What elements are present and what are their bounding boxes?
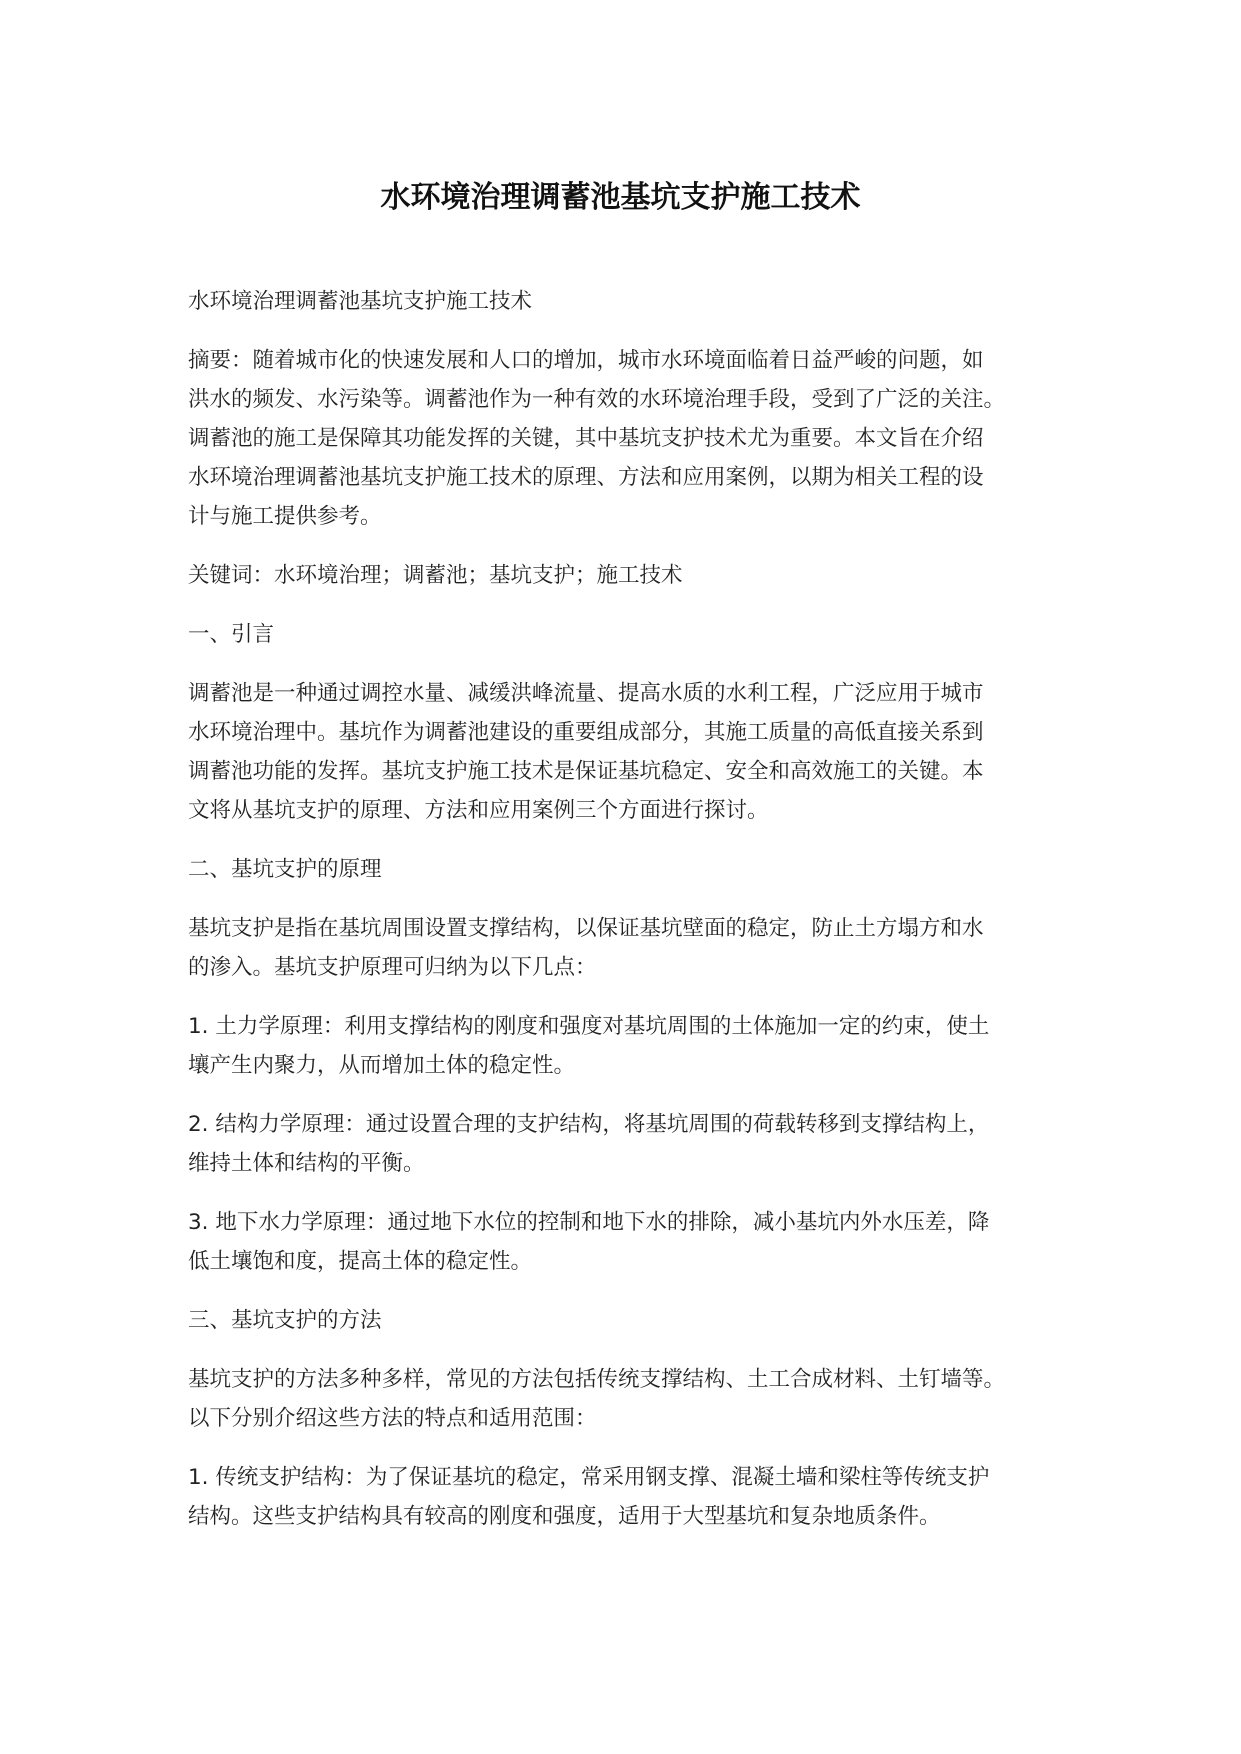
paragraph-line: 调蓄池是一种通过调控水量、减缓洪峰流量、提高水质的水利工程，广泛应用于城市 xyxy=(188,681,984,706)
paragraph-line: 调蓄池功能的发挥。基坑支护施工技术是保证基坑稳定、安全和高效施工的关键。本 xyxy=(188,759,984,784)
section-heading-principles: 二、基坑支护的原理 xyxy=(188,857,382,882)
abstract-line: 洪水的频发、水污染等。调蓄池作为一种有效的水环境治理手段，受到了广泛的关注。 xyxy=(188,387,1006,412)
paragraph-line: 维持土体和结构的平衡。 xyxy=(188,1151,425,1176)
keywords: 关键词：水环境治理；调蓄池；基坑支护；施工技术 xyxy=(188,563,683,588)
document-body xyxy=(188,282,1068,1556)
paragraph-line: 低土壤饱和度，提高土体的稳定性。 xyxy=(188,1249,533,1274)
paragraph-line: 结构。这些支护结构具有较高的刚度和强度，适用于大型基坑和复杂地质条件。 xyxy=(188,1504,941,1529)
paragraph-line: 基坑支护是指在基坑周围设置支撑结构，以保证基坑壁面的稳定，防止土方塌方和水 xyxy=(188,916,984,941)
abstract-line: 计与施工提供参考。 xyxy=(188,504,382,529)
principles-intro-paragraph xyxy=(188,909,1068,987)
paragraph-line: 1. 土力学原理：利用支撑结构的刚度和强度对基坑周围的土体施加一定的约束，使土 xyxy=(188,1014,990,1039)
abstract-line: 水环境治理调蓄池基坑支护施工技术的原理、方法和应用案例，以期为相关工程的设 xyxy=(188,465,984,490)
paragraph-line: 以下分别介绍这些方法的特点和适用范围： xyxy=(188,1406,597,1431)
paragraph-line: 3. 地下水力学原理：通过地下水位的控制和地下水的排除，减小基坑内外水压差，降 xyxy=(188,1210,990,1235)
abstract-line: 调蓄池的施工是保障其功能发挥的关键，其中基坑支护技术尤为重要。本文旨在介绍 xyxy=(188,426,984,451)
principle-item-3 xyxy=(188,1203,1068,1281)
paragraph-line: 的渗入。基坑支护原理可归纳为以下几点： xyxy=(188,955,597,980)
principle-item-2 xyxy=(188,1105,1068,1183)
section-heading-methods: 三、基坑支护的方法 xyxy=(188,1308,382,1333)
subtitle: 水环境治理调蓄池基坑支护施工技术 xyxy=(188,289,533,314)
introduction-paragraph xyxy=(188,674,1068,830)
paragraph-line: 基坑支护的方法多种多样，常见的方法包括传统支撑结构、土工合成材料、土钉墙等。 xyxy=(188,1367,1006,1392)
principle-item-1 xyxy=(188,1007,1068,1085)
paragraph-line: 壤产生内聚力，从而增加土体的稳定性。 xyxy=(188,1053,576,1078)
methods-intro-paragraph xyxy=(188,1360,1068,1438)
abstract-line: 摘要：随着城市化的快速发展和人口的增加，城市水环境面临着日益严峻的问题，如 xyxy=(188,348,984,373)
paragraph-line: 1. 传统支护结构：为了保证基坑的稳定，常采用钢支撑、混凝土墙和梁柱等传统支护 xyxy=(188,1465,990,1490)
method-item-1 xyxy=(188,1458,1068,1536)
paragraph-line: 2. 结构力学原理：通过设置合理的支护结构，将基坑周围的荷载转移到支撑结构上， xyxy=(188,1112,990,1137)
document-title: 水环境治理调蓄池基坑支护施工技术 xyxy=(380,180,861,215)
paragraph-line: 水环境治理中。基坑作为调蓄池建设的重要组成部分，其施工质量的高低直接关系到 xyxy=(188,720,984,745)
paragraph-line: 文将从基坑支护的原理、方法和应用案例三个方面进行探讨。 xyxy=(188,798,769,823)
abstract-paragraph xyxy=(188,341,1068,536)
section-heading-introduction: 一、引言 xyxy=(188,622,275,647)
